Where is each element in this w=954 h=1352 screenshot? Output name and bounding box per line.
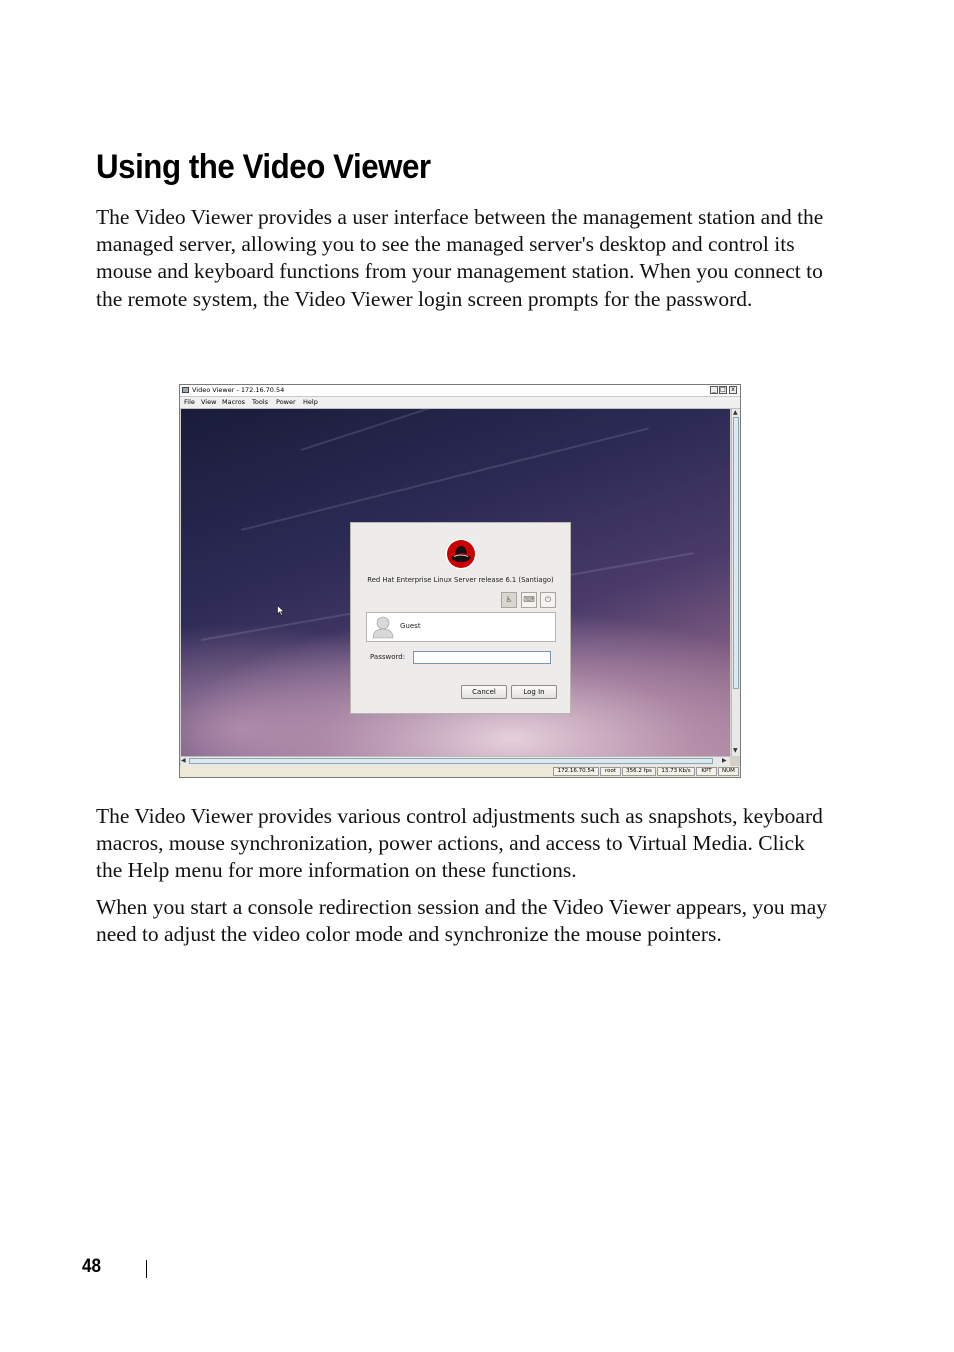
close-button[interactable]: x [729,386,737,394]
minimize-button[interactable]: _ [710,386,718,394]
menu-power[interactable]: Power [276,398,296,406]
password-field[interactable] [413,651,551,664]
status-fps: 356.2 fps [622,767,656,776]
controls-paragraph: The Video Viewer provides various control adjustments such as snapshots, keyboard macros, mouse synchronization, power actions, and access to Virtual Media. Click the Help menu for more information on these functions. [96,804,823,883]
release-label: Red Hat Enterprise Linux Server release 6.1 (Santiago) [367,576,554,584]
session-paragraph: When you start a console redirection session and the Video Viewer appears, you may need to adjust the video color mode and synchronize the mouse pointers. [96,895,827,947]
scroll-right-icon[interactable]: ▶ [722,757,727,764]
password-label: Password: [370,653,406,661]
keyboard-icon[interactable]: ⌨ [521,592,537,608]
intro-paragraph: The Video Viewer provides a user interface between the management station and the managed server, allowing you to see the managed server's desktop and control its mouse and keyboard functions from your management station. When you connect to the remote system, the Video Viewer login screen prompts for the password. [96,205,824,311]
redhat-logo-icon [444,537,478,571]
folio-divider [146,1260,147,1278]
scroll-left-icon[interactable]: ◀ [181,757,186,764]
horizontal-scroll-thumb[interactable] [189,758,713,764]
login-dialog [350,522,571,714]
menu-view[interactable]: View [201,398,217,406]
window-title: Video Viewer - 172.16.70.54 [192,386,285,394]
status-kpt: KPT [696,767,717,776]
menu-bar [180,397,740,409]
accessibility-icon[interactable]: ♿ [501,592,517,608]
vertical-scroll-thumb[interactable] [733,417,739,689]
status-ip: 172.16.70.54 [553,767,599,776]
video-viewer-screenshot [179,384,741,778]
maximize-button[interactable]: □ [720,386,726,393]
login-button[interactable]: Log In [511,685,557,699]
scroll-down-icon[interactable]: ▼ [733,747,738,754]
user-list-item[interactable] [366,612,556,642]
avatar [372,615,394,639]
vertical-scrollbar[interactable] [731,409,741,756]
status-bandwidth: 13.73 Kb/s [657,767,695,776]
horizontal-scrollbar[interactable] [181,756,730,766]
page-number: 48 [82,1256,102,1277]
wallpaper-streak [301,409,615,451]
menu-file[interactable]: File [184,398,195,406]
section-heading: Using the Video Viewer [96,148,431,186]
menu-help[interactable]: Help [303,398,318,406]
window-titlebar [180,385,740,397]
status-bar [180,766,740,777]
remote-desktop[interactable] [181,409,730,756]
cancel-button[interactable]: Cancel [461,685,507,699]
window-icon [182,387,189,393]
power-icon[interactable]: ⏻ [540,592,556,608]
menu-macros[interactable]: Macros [222,398,246,406]
status-num: NUM [718,767,739,776]
mouse-pointer-icon [277,605,285,616]
scroll-up-icon[interactable]: ▲ [733,409,738,416]
menu-tools[interactable]: Tools [252,398,269,406]
wallpaper-streak [241,427,649,531]
status-user: root [600,767,621,776]
user-name: Guest [400,622,421,630]
